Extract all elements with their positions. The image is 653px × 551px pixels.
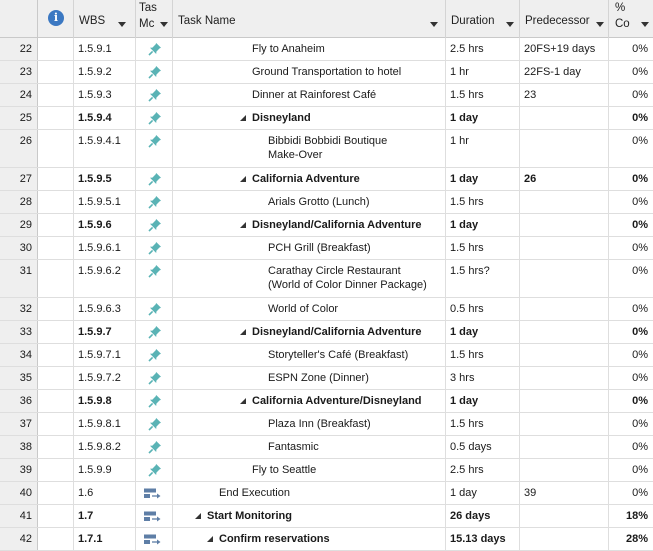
predecessors-cell[interactable] xyxy=(520,260,609,297)
wbs-cell[interactable]: 1.5.9.6.2 xyxy=(74,260,136,297)
task-row[interactable] xyxy=(0,436,653,459)
wbs-cell[interactable]: 1.5.9.5 xyxy=(74,168,136,190)
task-name-text: Disneyland/California Adventure xyxy=(252,326,422,338)
task-name-text: Confirm reservations xyxy=(219,533,330,545)
collapse-triangle-icon[interactable] xyxy=(240,329,246,335)
duration-cell[interactable]: 1.5 hrs xyxy=(446,191,520,213)
percent-complete-cell[interactable]: 0% xyxy=(632,219,648,231)
task-mode-cell[interactable] xyxy=(136,107,173,129)
duration-cell[interactable]: 0.5 days xyxy=(446,436,520,458)
percent-complete-cell[interactable]: 0% xyxy=(632,372,648,384)
task-name-cell[interactable] xyxy=(173,84,446,106)
task-row[interactable] xyxy=(0,413,653,436)
collapse-triangle-icon[interactable] xyxy=(195,513,201,519)
wbs-cell[interactable]: 1.5.9.7.1 xyxy=(74,344,136,366)
percent-complete-cell[interactable]: 0% xyxy=(632,43,648,55)
indicator-cell xyxy=(38,505,74,527)
task-name-cell[interactable] xyxy=(173,482,446,504)
percent-complete-cell[interactable]: 0% xyxy=(632,418,648,430)
duration-filter-dropdown-icon[interactable] xyxy=(506,22,514,27)
percent-complete-cell[interactable]: 0% xyxy=(632,326,648,338)
manual-schedule-pin-icon xyxy=(148,348,162,362)
task-mode-cell[interactable] xyxy=(136,459,173,481)
auto-schedule-icon xyxy=(144,488,162,499)
percent-complete-cell[interactable]: 0% xyxy=(632,395,648,407)
duration-cell[interactable]: 1 day xyxy=(446,482,520,504)
task-row[interactable] xyxy=(0,84,653,107)
collapse-triangle-icon[interactable] xyxy=(240,222,246,228)
task-row[interactable] xyxy=(0,528,653,551)
indicator-cell xyxy=(38,237,74,259)
task-mode-cell[interactable] xyxy=(136,214,173,236)
indicator-cell xyxy=(38,344,74,366)
task-mode-cell[interactable] xyxy=(136,130,173,167)
duration-cell[interactable]: 1.5 hrs xyxy=(446,413,520,435)
task-name-text: Carathay Circle Restaurant (World of Color Dinner Package) xyxy=(268,265,427,291)
wbs-cell[interactable]: 1.6 xyxy=(74,482,136,504)
task-name-text: Storyteller's Café (Breakfast) xyxy=(268,349,409,361)
manual-schedule-pin-icon xyxy=(148,417,162,431)
task-row[interactable] xyxy=(0,130,653,168)
indicator-cell xyxy=(38,107,74,129)
percent-complete-cell[interactable]: 28% xyxy=(625,533,648,545)
row-id[interactable]: 25 xyxy=(0,107,38,129)
duration-cell[interactable]: 1.5 hrs xyxy=(446,84,520,106)
row-id[interactable]: 40 xyxy=(0,482,38,504)
task-row[interactable] xyxy=(0,191,653,214)
task-name-cell[interactable] xyxy=(173,214,446,236)
indicator-cell xyxy=(38,168,74,190)
manual-schedule-pin-icon xyxy=(148,371,162,385)
indicator-cell xyxy=(38,390,74,412)
duration-header-label: Duration xyxy=(451,15,495,27)
wbs-cell[interactable]: 1.5.9.7.2 xyxy=(74,367,136,389)
indicator-cell xyxy=(38,38,74,60)
duration-cell[interactable]: 15.13 days xyxy=(446,528,520,550)
wbs-cell[interactable]: 1.5.9.3 xyxy=(74,84,136,106)
percent-complete-cell[interactable]: 0% xyxy=(632,303,648,315)
manual-schedule-pin-icon xyxy=(148,88,162,102)
duration-column-header[interactable] xyxy=(446,0,520,38)
predecessors-cell[interactable] xyxy=(520,505,609,527)
manual-schedule-pin-icon xyxy=(148,111,162,125)
collapse-triangle-icon[interactable] xyxy=(240,176,246,182)
predecessors-column-header[interactable] xyxy=(520,0,609,38)
task-mode-cell[interactable] xyxy=(136,482,173,504)
percent-complete-cell[interactable]: 18% xyxy=(625,510,648,522)
task-row[interactable] xyxy=(0,390,653,413)
row-id[interactable]: 39 xyxy=(0,459,38,481)
percent-complete-cell[interactable]: 0% xyxy=(632,464,648,476)
manual-schedule-pin-icon xyxy=(148,394,162,408)
predecessors-cell[interactable] xyxy=(520,390,609,412)
auto-schedule-icon xyxy=(144,511,162,522)
percent-filter-dropdown-icon[interactable] xyxy=(641,22,649,27)
task-name-cell[interactable] xyxy=(173,528,446,550)
row-id[interactable]: 34 xyxy=(0,344,38,366)
wbs-cell[interactable]: 1.5.9.6.1 xyxy=(74,237,136,259)
wbs-cell[interactable]: 1.5.9.2 xyxy=(74,61,136,83)
task-name-text: Dinner at Rainforest Café xyxy=(252,89,377,101)
wbs-cell[interactable]: 1.5.9.8 xyxy=(74,390,136,412)
manual-schedule-pin-icon xyxy=(148,172,162,186)
task-name-header-label: Task Name xyxy=(178,15,236,27)
collapse-triangle-icon[interactable] xyxy=(240,398,246,404)
task-row[interactable] xyxy=(0,459,653,482)
predecessors-cell[interactable] xyxy=(520,321,609,343)
manual-schedule-pin-icon xyxy=(148,325,162,339)
task-row[interactable] xyxy=(0,298,653,321)
wbs-cell[interactable]: 1.5.9.1 xyxy=(74,38,136,60)
predecessors-cell[interactable]: 22FS-1 day xyxy=(520,61,609,83)
duration-cell[interactable]: 1 day xyxy=(446,168,520,190)
column-header-row xyxy=(0,0,653,38)
wbs-cell[interactable]: 1.5.9.4 xyxy=(74,107,136,129)
task-mode-filter-dropdown-icon[interactable] xyxy=(160,22,168,27)
task-name-text: Disneyland/California Adventure xyxy=(252,219,422,231)
row-id[interactable]: 41 xyxy=(0,505,38,527)
row-id[interactable]: 22 xyxy=(0,38,38,60)
wbs-cell[interactable]: 1.5.9.9 xyxy=(74,459,136,481)
task-row[interactable] xyxy=(0,344,653,367)
task-name-text: California Adventure xyxy=(252,173,360,185)
wbs-cell[interactable]: 1.5.9.6.3 xyxy=(74,298,136,320)
row-id[interactable]: 33 xyxy=(0,321,38,343)
task-mode-cell[interactable] xyxy=(136,237,173,259)
manual-schedule-pin-icon xyxy=(148,440,162,454)
task-row[interactable] xyxy=(0,237,653,260)
predecessors-cell[interactable] xyxy=(520,528,609,550)
duration-cell[interactable]: 1.5 hrs xyxy=(446,344,520,366)
predecessors-filter-dropdown-icon[interactable] xyxy=(596,22,604,27)
indicator-cell xyxy=(38,84,74,106)
task-name-text: World of Color xyxy=(268,303,339,315)
task-name-cell[interactable] xyxy=(173,344,446,366)
manual-schedule-pin-icon xyxy=(148,264,162,278)
percent-complete-cell[interactable]: 0% xyxy=(632,89,648,101)
task-name-text: Fly to Seattle xyxy=(252,464,317,476)
task-name-filter-dropdown-icon[interactable] xyxy=(430,22,438,27)
manual-schedule-pin-icon xyxy=(148,218,162,232)
task-name-cell[interactable] xyxy=(173,321,446,343)
task-name-text: Fantasmic xyxy=(268,441,319,453)
percent-complete-cell[interactable]: 0% xyxy=(632,196,648,208)
row-id[interactable]: 29 xyxy=(0,214,38,236)
predecessors-cell[interactable] xyxy=(520,214,609,236)
duration-cell[interactable]: 2.5 hrs xyxy=(446,38,520,60)
wbs-filter-dropdown-icon[interactable] xyxy=(118,22,126,27)
task-row[interactable] xyxy=(0,367,653,390)
percent-complete-column-header[interactable] xyxy=(609,0,653,38)
task-mode-cell[interactable] xyxy=(136,61,173,83)
auto-schedule-icon xyxy=(144,534,162,545)
row-id[interactable]: 35 xyxy=(0,367,38,389)
indicator-cell xyxy=(38,436,74,458)
task-name-cell[interactable] xyxy=(173,237,446,259)
task-mode-cell[interactable] xyxy=(136,84,173,106)
task-row[interactable] xyxy=(0,168,653,191)
task-name-cell[interactable] xyxy=(173,298,446,320)
task-mode-cell[interactable] xyxy=(136,413,173,435)
percent-complete-cell[interactable]: 0% xyxy=(632,112,648,124)
task-mode-column-header[interactable] xyxy=(136,0,173,38)
task-row[interactable] xyxy=(0,38,653,61)
indicator-cell xyxy=(38,482,74,504)
duration-cell[interactable]: 3 hrs xyxy=(446,367,520,389)
info-icon: i xyxy=(48,10,64,26)
task-row[interactable] xyxy=(0,61,653,84)
task-name-text: PCH Grill (Breakfast) xyxy=(268,242,371,254)
task-name-cell[interactable] xyxy=(173,38,446,60)
indicator-cell xyxy=(38,214,74,236)
wbs-cell[interactable]: 1.5.9.5.1 xyxy=(74,191,136,213)
row-id[interactable]: 26 xyxy=(0,130,38,167)
task-mode-cell[interactable] xyxy=(136,344,173,366)
predecessors-cell[interactable]: 20FS+19 days xyxy=(520,38,609,60)
task-mode-cell[interactable] xyxy=(136,390,173,412)
predecessors-cell[interactable] xyxy=(520,459,609,481)
wbs-cell[interactable]: 1.7 xyxy=(74,505,136,527)
indicator-cell xyxy=(38,260,74,297)
percent-header-line2: Co xyxy=(615,18,630,30)
row-id[interactable]: 24 xyxy=(0,84,38,106)
percent-complete-cell[interactable]: 0% xyxy=(632,242,648,254)
wbs-cell[interactable]: 1.5.9.7 xyxy=(74,321,136,343)
task-row[interactable] xyxy=(0,505,653,528)
task-row[interactable] xyxy=(0,482,653,505)
task-row[interactable] xyxy=(0,260,653,298)
manual-schedule-pin-icon xyxy=(148,195,162,209)
indicator-cell xyxy=(38,528,74,550)
row-id[interactable]: 23 xyxy=(0,61,38,83)
duration-cell[interactable]: 1 hr xyxy=(446,61,520,83)
task-name-text: Arials Grotto (Lunch) xyxy=(268,196,370,208)
task-name-text: Fly to Anaheim xyxy=(252,43,325,55)
task-name-text: Ground Transportation to hotel xyxy=(252,66,402,78)
predecessors-cell[interactable] xyxy=(520,436,609,458)
wbs-cell[interactable]: 1.7.1 xyxy=(74,528,136,550)
row-id[interactable]: 42 xyxy=(0,528,38,550)
percent-complete-cell[interactable]: 0% xyxy=(632,173,648,185)
task-name-column-header[interactable] xyxy=(173,0,446,38)
task-row[interactable] xyxy=(0,321,653,344)
manual-schedule-pin-icon xyxy=(148,65,162,79)
manual-schedule-pin-icon xyxy=(148,134,162,148)
wbs-column-header[interactable] xyxy=(74,0,136,38)
task-name-text: Plaza Inn (Breakfast) xyxy=(268,418,371,430)
task-name-text: Disneyland xyxy=(252,112,311,124)
task-mode-cell[interactable] xyxy=(136,38,173,60)
indicator-cell xyxy=(38,367,74,389)
predecessors-cell[interactable] xyxy=(520,413,609,435)
task-mode-cell[interactable] xyxy=(136,528,173,550)
collapse-triangle-icon[interactable] xyxy=(207,536,213,542)
task-row[interactable] xyxy=(0,107,653,130)
wbs-header-label: WBS xyxy=(79,15,106,27)
duration-cell[interactable]: 2.5 hrs xyxy=(446,459,520,481)
indicator-cell xyxy=(38,413,74,435)
task-mode-cell[interactable] xyxy=(136,367,173,389)
predecessors-cell[interactable] xyxy=(520,298,609,320)
wbs-cell[interactable]: 1.5.9.8.1 xyxy=(74,413,136,435)
task-name-cell[interactable] xyxy=(173,390,446,412)
task-name-cell[interactable] xyxy=(173,459,446,481)
wbs-cell[interactable]: 1.5.9.8.2 xyxy=(74,436,136,458)
task-mode-cell[interactable] xyxy=(136,321,173,343)
predecessors-cell[interactable] xyxy=(520,237,609,259)
duration-cell[interactable]: 0.5 hrs xyxy=(446,298,520,320)
duration-cell[interactable]: 1 day xyxy=(446,214,520,236)
task-name-cell[interactable] xyxy=(173,367,446,389)
indicator-cell xyxy=(38,130,74,167)
duration-cell[interactable]: 1 day xyxy=(446,107,520,129)
indicator-cell xyxy=(38,321,74,343)
manual-schedule-pin-icon xyxy=(148,42,162,56)
task-mode-cell[interactable] xyxy=(136,168,173,190)
predecessors-cell[interactable] xyxy=(520,344,609,366)
task-name-cell[interactable] xyxy=(173,191,446,213)
row-id[interactable]: 37 xyxy=(0,413,38,435)
task-name-text: Start Monitoring xyxy=(207,510,292,522)
predecessors-cell[interactable] xyxy=(520,367,609,389)
predecessors-cell[interactable]: 39 xyxy=(520,482,609,504)
select-all-corner[interactable] xyxy=(0,0,38,38)
task-name-cell[interactable] xyxy=(173,130,446,167)
task-name-text: ESPN Zone (Dinner) xyxy=(268,372,369,384)
collapse-triangle-icon[interactable] xyxy=(240,115,246,121)
percent-complete-cell[interactable]: 0% xyxy=(632,135,648,147)
task-name-text: California Adventure/Disneyland xyxy=(252,395,422,407)
duration-cell[interactable]: 1 day xyxy=(446,321,520,343)
predecessors-cell[interactable]: 26 xyxy=(520,168,609,190)
duration-cell[interactable]: 26 days xyxy=(446,505,520,527)
task-name-cell[interactable] xyxy=(173,168,446,190)
task-name-cell[interactable] xyxy=(173,61,446,83)
task-mode-header-line1: Tas xyxy=(139,2,157,14)
indicator-cell xyxy=(38,191,74,213)
task-name-cell[interactable] xyxy=(173,260,446,297)
row-id[interactable]: 36 xyxy=(0,390,38,412)
duration-cell[interactable]: 1 day xyxy=(446,390,520,412)
row-id[interactable]: 32 xyxy=(0,298,38,320)
row-id[interactable]: 38 xyxy=(0,436,38,458)
indicators-column-header[interactable] xyxy=(38,0,74,38)
duration-cell[interactable]: 1.5 hrs xyxy=(446,237,520,259)
percent-complete-cell[interactable]: 0% xyxy=(632,441,648,453)
task-name-cell[interactable] xyxy=(173,107,446,129)
task-name-cell[interactable] xyxy=(173,436,446,458)
row-id[interactable]: 28 xyxy=(0,191,38,213)
duration-cell[interactable]: 1.5 hrs? xyxy=(446,260,520,297)
task-mode-cell[interactable] xyxy=(136,260,173,297)
wbs-cell[interactable]: 1.5.9.6 xyxy=(74,214,136,236)
wbs-cell[interactable]: 1.5.9.4.1 xyxy=(74,130,136,167)
indicator-cell xyxy=(38,61,74,83)
row-id[interactable]: 30 xyxy=(0,237,38,259)
task-mode-header-line2: Mc xyxy=(139,18,155,30)
manual-schedule-pin-icon xyxy=(148,463,162,477)
row-id[interactable]: 31 xyxy=(0,260,38,297)
task-name-cell[interactable] xyxy=(173,505,446,527)
percent-complete-cell[interactable]: 0% xyxy=(632,265,648,277)
task-mode-cell[interactable] xyxy=(136,191,173,213)
percent-header-line1: % xyxy=(615,2,626,14)
task-row[interactable] xyxy=(0,214,653,237)
predecessors-cell[interactable] xyxy=(520,130,609,167)
indicator-cell xyxy=(38,459,74,481)
duration-cell[interactable]: 1 hr xyxy=(446,130,520,167)
manual-schedule-pin-icon xyxy=(148,302,162,316)
percent-complete-cell[interactable]: 0% xyxy=(632,487,648,499)
row-id[interactable]: 27 xyxy=(0,168,38,190)
predecessors-header-label: Predecessor xyxy=(525,15,590,27)
task-mode-cell[interactable] xyxy=(136,505,173,527)
predecessors-cell[interactable] xyxy=(520,191,609,213)
predecessors-cell[interactable] xyxy=(520,107,609,129)
manual-schedule-pin-icon xyxy=(148,241,162,255)
percent-complete-cell[interactable]: 0% xyxy=(632,349,648,361)
task-mode-cell[interactable] xyxy=(136,436,173,458)
task-name-text: Bibbidi Bobbidi Boutique Make-Over xyxy=(268,135,388,161)
task-rows xyxy=(0,38,653,551)
task-name-cell[interactable] xyxy=(173,413,446,435)
task-name-text: End Execution xyxy=(219,487,290,499)
percent-complete-cell[interactable]: 0% xyxy=(632,66,648,78)
task-mode-cell[interactable] xyxy=(136,298,173,320)
predecessors-cell[interactable]: 23 xyxy=(520,84,609,106)
indicator-cell xyxy=(38,298,74,320)
